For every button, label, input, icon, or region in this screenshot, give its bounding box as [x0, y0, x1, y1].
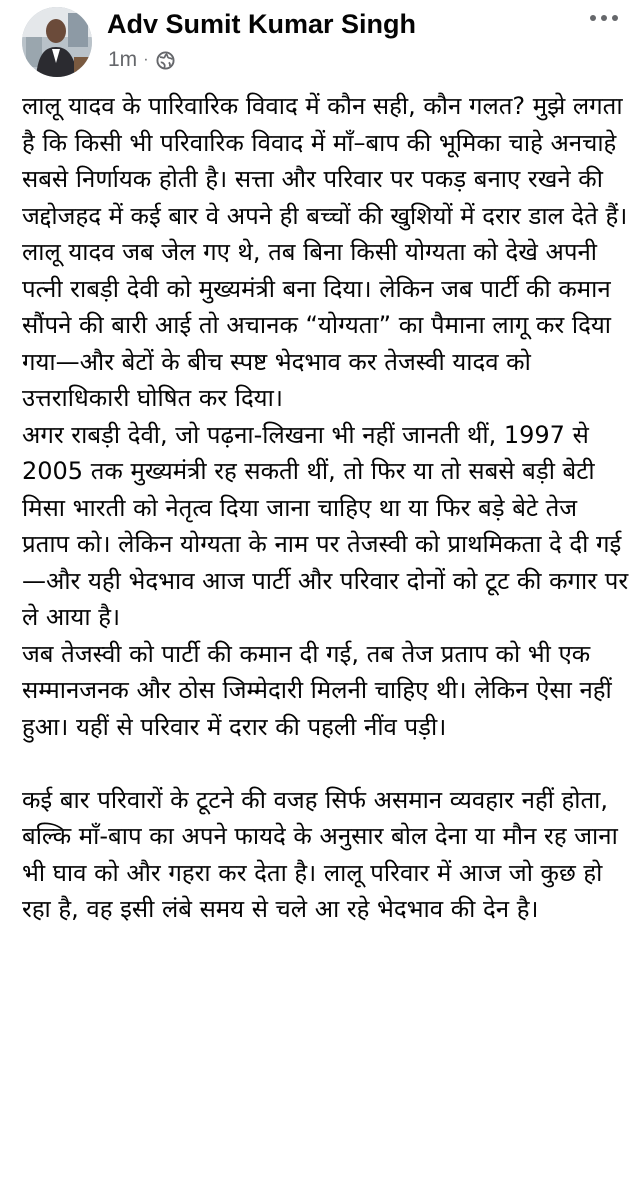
post-header	[0, 0, 640, 90]
avatar[interactable]	[22, 7, 92, 77]
post-paragraph: लालू यादव जब जेल गए थे, तब बिना किसी योग्यता को देखे अपनी पत्नी राबड़ी देवी को मुख्यमंत्री बना दिया। लेकिन जब पार्टी की कमान सौंपने की बारी आई तो अचानक “योग्यता” का पैमाना लागू कर दिया गया—और बेटों के बीच स्पष्ट भेदभाव कर तेजस्वी यादव को उत्तराधिकारी घोषित कर दिया।	[22, 238, 611, 412]
more-options-icon	[590, 15, 596, 21]
more-options-icon-dot-3	[612, 15, 618, 21]
post-body	[22, 88, 630, 928]
post-paragraph: जब तेजस्वी को पार्टी की कमान दी गई, तब तेज प्रताप को भी एक सम्मानजनक और ठोस जिम्मेदारी मिलनी चाहिए थी। लेकिन ऐसा नहीं हुआ। यहीं से परिवार में दरार की पहली नींव पड़ी।	[22, 639, 612, 741]
more-options-icon-dot-2	[601, 15, 607, 21]
globe-icon[interactable]	[156, 51, 175, 70]
meta-separator: ·	[143, 51, 149, 68]
more-options-button[interactable]	[582, 6, 626, 30]
paragraph-spacer	[22, 745, 630, 782]
post-timestamp[interactable]: 1m	[108, 48, 138, 71]
post-paragraph: कई बार परिवारों के टूटने की वजह सिर्फ असमान व्यवहार नहीं होता, बल्कि माँ-बाप का अपने फायदे के अनुसार बोल देना या मौन रह जाना भी घाव को और गहरा कर देता है। लालू परिवार में आज जो कुछ हो रहा है, वह इसी लंबे समय से चले आ रहे भेदभाव की देन है।	[22, 785, 618, 923]
post-paragraph: अगर राबड़ी देवी, जो पढ़ना-लिखना भी नहीं जानती थीं, 1997 से 2005 तक मुख्यमंत्री रह सकती थीं, तो फिर या तो सबसे बड़ी बेटी मिसा भारती को नेतृत्व दिया जाना चाहिए था या फिर बड़े बेटे तेज प्रताप को। लेकिन योग्यता के नाम पर तेजस्वी को प्राथमिकता दे दी गई—और यही भेदभाव आज पार्टी और परिवार दोनों को टूट की कगार पर ले आया है।	[22, 420, 629, 631]
post-meta	[108, 47, 175, 73]
avatar-photo	[22, 7, 92, 77]
post-paragraph: लालू यादव के पारिवारिक विवाद में कौन सही, कौन गलत? मुझे लगता है कि किसी भी परिवारिक विवाद में माँ–बाप की भूमिका चाहे अनचाहे सबसे निर्णायक होती है। सत्ता और परिवार पर पकड़ बनाए रखने की जद्दोजहद में कई बार वे अपने ही बच्चों की खुशियों में दरार डाल देते हैं।	[22, 92, 628, 230]
author-name[interactable]: Adv Sumit Kumar Singh	[107, 9, 417, 39]
